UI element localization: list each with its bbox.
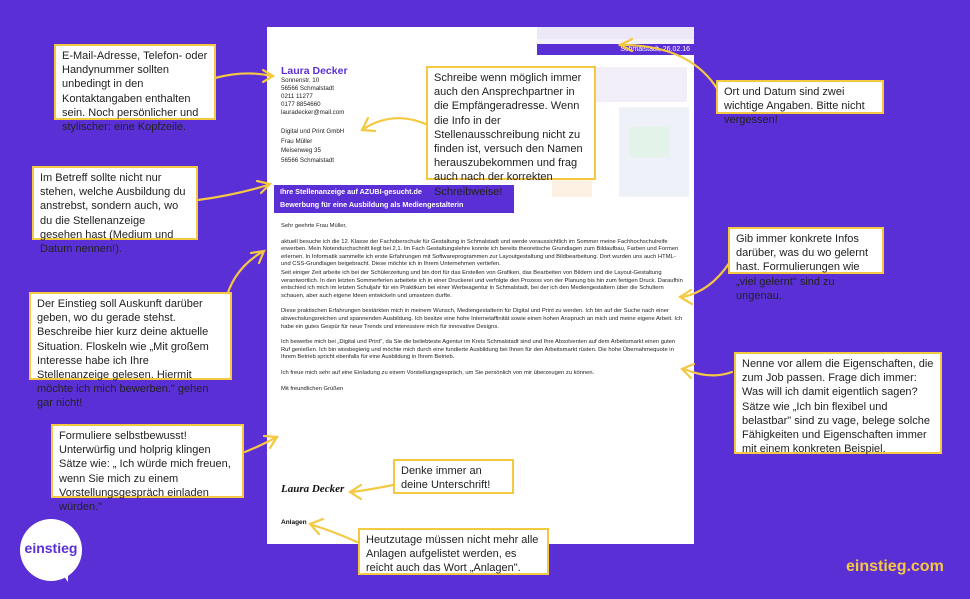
recipient-line: Meisenweg 35 xyxy=(281,147,321,155)
sender-line: 0177 8854660 xyxy=(281,101,321,109)
arrow-confident xyxy=(245,438,275,452)
body-paragraph: Ich freue mich sehr auf eine Einladung zu einem Vorstellungsgespräch, um Sie persönlich von mir überzeugen zu können. xyxy=(281,369,595,376)
arrow-subject xyxy=(198,185,268,200)
arrow-contact xyxy=(215,73,272,78)
note-date: Ort und Datum sind zwei wichtige Angaben. Bitte nicht vergessen! xyxy=(716,80,884,114)
note-concrete: Gib immer konkrete Infos darüber, was du wo gelernt hast. Formulierungen wie „viel gelernt" sind zu ungenau. xyxy=(728,227,884,274)
salutation: Sehr geehrte Frau Müller, xyxy=(281,223,347,229)
body-paragraph: Seit einiger Zeit arbeite ich bei der Schülerzeitung und bin dort für das Erstellen von Grafiken, das Bearbeiten von Bildern und die Layout-Gestaltung verantwortlich. In den letzten Sommerferien arbeitete ich in einer Druckerei und verfolgte den Prozess von der Planung bis hin zum fertigen Druck. Daraufhin entschied ich mich im letzten Schuljahr für ein Praktikum bei einer Werbeagentur in Schmalstadt, bei der ich den Mediengestaltern über die Schultern schauen, aber auch eigene Ideen entwickeln und umsetzen durfte. xyxy=(281,269,683,299)
note-subject: Im Betreff sollte nicht nur stehen, welche Ausbildung du anstrebst, sondern auch, wo du die Stellenanzeige gesehen hast (Medium und Datum nennen!). xyxy=(32,166,198,240)
sender-line: lauradecker@mail.com xyxy=(281,109,345,117)
attachments-label: Anlagen xyxy=(281,519,307,526)
subject-line: Bewerbung für eine Ausbildung als Mediengestalterin xyxy=(280,199,464,209)
sender-name: Laura Decker xyxy=(281,65,348,77)
recipient-line: Frau Müller xyxy=(281,137,313,145)
arrow-date xyxy=(622,45,718,90)
sender-line: 0211 11277 xyxy=(281,93,313,101)
einstieg-logo xyxy=(20,519,82,581)
brand-url[interactable]: einstieg.com xyxy=(846,558,944,575)
sender-line: Sonnenstr. 10 xyxy=(281,77,320,84)
sender-line: 56566 Schmalstadt xyxy=(281,85,334,93)
recipient-line: Digital und Print GmbH xyxy=(281,128,345,135)
note-contact: E-Mail-Adresse, Telefon- oder Handynummer sollten unbedingt in den Kontaktangaben enthalten sein. Noch persönlicher und stylischer: eine Kopfzeile. xyxy=(54,44,216,120)
body-paragraph: aktuell besuche ich die 12. Klasse der Fachoberschule für Gestaltung in Schmalstadt und werde voraussichtlich im Sommer meine Fachhochschulreife erwerben. Mein Notendurchschnitt liegt bei 2,1. Im Fach Gestaltungslehre konnte ich bereits theoretische Grundlagen zum Bildaufbau, Farben und Formen erlernen. In Informatik sammelte ich erste Erfahrungen mit Softwareprogrammen zur Layoutgestaltung und Bildbearbeitung. Dort wurden uns auch HTML- und CSS-Grundlagen beigebracht. Diese möchte ich in Ihrem Unternehmen vertiefen. xyxy=(281,238,679,268)
note-signature: Denke immer an deine Unterschrift! xyxy=(393,459,514,494)
arrow-qualities xyxy=(684,369,732,375)
body-paragraph: Ich bewerbe mich bei „Digital und Print", da Sie die beliebteste Agentur im Kreis Schmalstadt sind und Ihre Absolventen auf dem Arbeitsmarkt einen guten Ruf genießen. Ich bin wissbegierig und möchte mich durch eine fundierte Ausbildung bei Ihnen für den Arbeitsmarkt rüsten. Die hohe Übernahmequote in Ihrem Betrieb spricht ebenfalls für eine Ausbildung in Ihrem Betrieb. xyxy=(281,339,676,361)
arrow-recipient xyxy=(365,118,428,128)
subject-line: Ihre Stellenanzeige auf AZUBI-gesucht.de xyxy=(280,187,422,196)
signature: Laura Decker xyxy=(281,483,345,495)
note-recipient: Schreibe wenn möglich immer auch den Ansprechpartner in die Empfängeradresse. Wenn die Info in der Stellenausschreibung nicht zu finden ist, versuch den Namen herauszubekommen und frag auch nach der korrekten Schreibweise! xyxy=(426,66,596,180)
place-date: Schmalstadt, 26.02.16 xyxy=(620,46,690,53)
note-qualities: Nenne vor allem die Eigenschaften, die zum Job passen. Frage dich immer: Was will ich damit eigentlich sagen? Sätze wie „Ich bin flexibel und belastbar" sind zu vage, belege solche Fähigkeiten und Eigenschaften immer mit einem konkreten Beispiel. xyxy=(734,352,942,454)
closing: Mit freundlichen Grüßen xyxy=(281,385,344,392)
note-attachments: Heutzutage müssen nicht mehr alle Anlagen aufgelistet werden, es reicht auch das Wort „Anlagen". xyxy=(358,528,549,575)
logo-text: einstieg xyxy=(24,540,78,556)
note-confident: Formuliere selbstbewusst! Unterwürfig und holprig klingen Sätze wie: „ Ich würde mich freuen, wenn Sie mich zu einem Vorstellungsgespräch einladen würden." xyxy=(51,424,244,498)
body-paragraph: Diese praktischen Erfahrungen bestärkten mich in meinem Wunsch, Mediengestalterin für Digital und Print zu werden. Ich bin auf der Suche nach einer abwechslungsreichen und spannenden Ausbildung. Ich besitze eine hohe Internetaffinität sowie einen hohen Anspruch an mich und meine eigene Arbeit. Ich habe ein gutes Gespür für neue Trends und interessiere mich für innovative Designs. xyxy=(281,308,683,330)
note-intro: Der Einstieg soll Auskunft darüber geben, wo du gerade stehst. Beschreibe hier kurz deine aktuelle Situation. Floskeln wie „Mit großem Interesse habe ich Ihre Stellenanzeige gelesen. Hiermit möchte ich mich bewerben." gehen gar nicht! xyxy=(29,292,232,380)
recipient-line: 56566 Schmalstadt xyxy=(281,156,334,164)
